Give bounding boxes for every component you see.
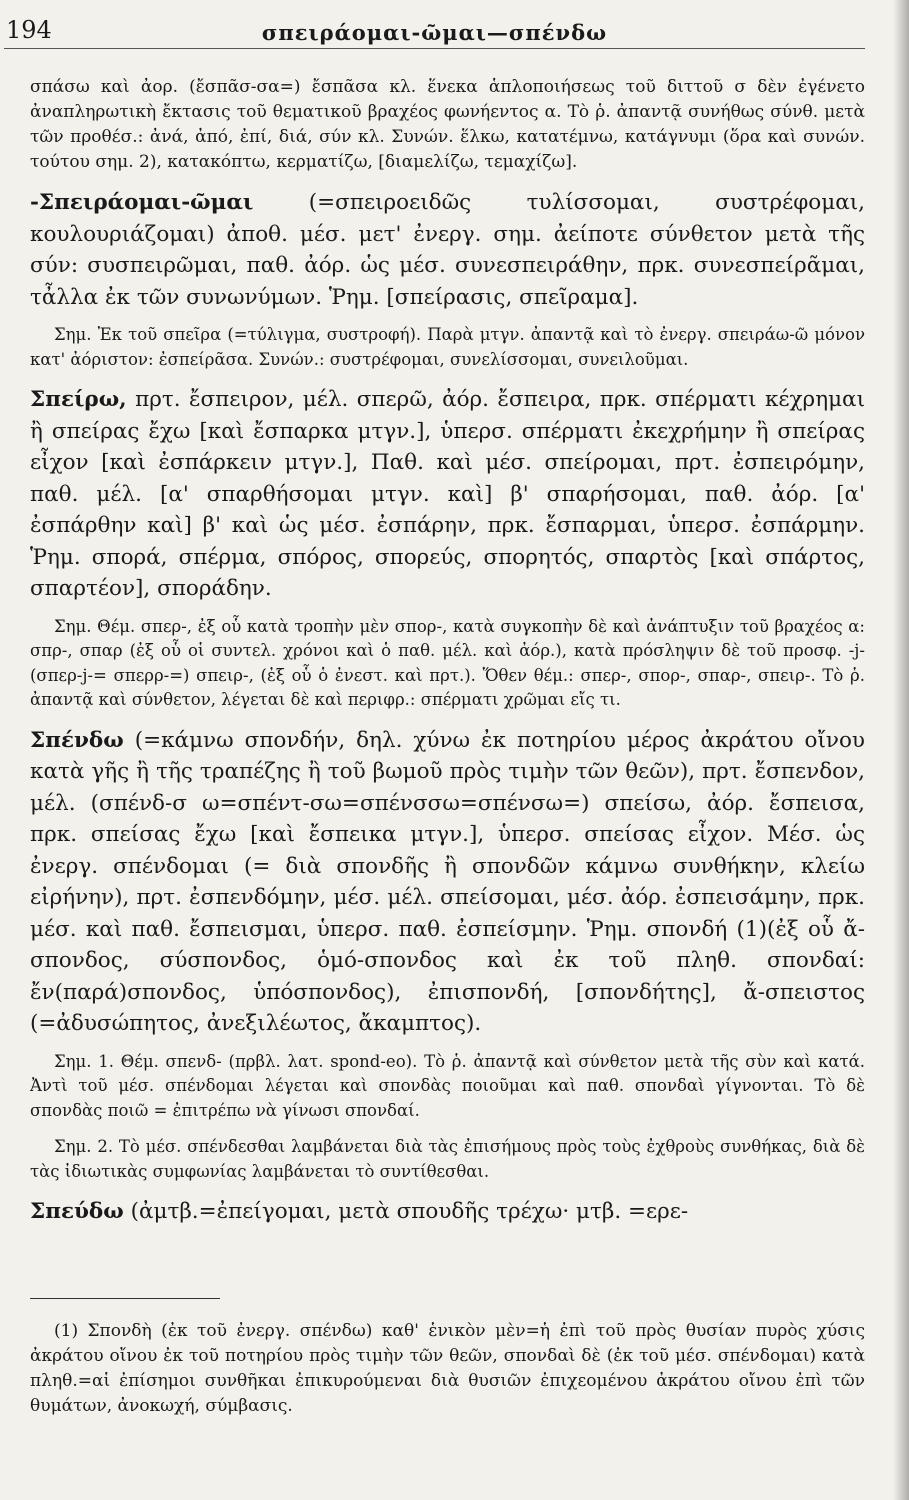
entry-spendo	[30, 725, 865, 1040]
entry-text: (ἀμτβ.=ἐπείγομαι, μετὰ σπουδῆς τρέχω· μτβ. =ερε-	[123, 1199, 689, 1224]
entry-text: (=σπειροειδῶς τυλίσσομαι, συστρέφομαι, κουλουριάζομαι) ἀποθ. μέσ. μετ' ἐνεργ. σημ. ἀείποτε σύνθετον μετὰ τῆς σύν: συσπειρῶμαι, παθ. ἀόρ. ὡς μέσ. συνεσπειράθην, πρκ. συνεσπείρᾶμαι, τἆλλα ἐκ τῶν συνωνύμων. Ῥημ. [σπείρασις, σπεῖραμα].	[30, 190, 865, 310]
entry-note-2: Σημ. 2. Τὸ μέσ. σπένδεσθαι λαμβάνεται διὰ τὰς ἐπισήμους πρὸς τοὺς ἐχθροὺς συνθήκας, διὰ δὲ τὰς ἰδιωτικὰς συμφωνίας λαμβάνεται τὸ συντίθεσθαι.	[30, 1137, 865, 1181]
page-number: 194	[6, 16, 52, 44]
entry-text: πρτ. ἔσπειρον, μέλ. σπερῶ, ἀόρ. ἔσπειρα, πρκ. σπέρματι κέχρημαι ἢ σπείρας ἔχω [καὶ ἔσπαρκα μτγν.], ὑπερσ. σπέρματι ἐκεχρήμην ἢ σπείρας εἶχον [καὶ ἐσπάρκειν μτγν.], Παθ. καὶ μέσ. σπείρομαι, πρτ. ἐσπειρόμην, παθ. μέλ. [α' σπαρθήσομαι μτγν. καὶ] β' σπαρήσομαι, παθ. ἀόρ. [α' ἐσπάρθην καὶ] β' καὶ ὡς μέσ. ἐσπάρην, πρκ. ἔσπαρμαι, ὑπερσ. ἐσπάρμην. Ῥημ. σπορά, σπέρμα, σπόρος, σπορεύς, σπορητός, σπαρτὸς [καὶ σπάρτος, σπαρτέον], σποράδην.	[30, 387, 865, 601]
entry-speiraomai	[30, 187, 865, 313]
headword: -Σπειράομαι-ῶμαι	[30, 190, 254, 215]
entry-text: (=κάμνω σπονδήν, δηλ. χύνω ἐκ ποτηρίου μέρος ἀκράτου οἴνου κατὰ γῆς ἢ τῆς τραπέζης ἢ τοῦ βωμοῦ πρὸς τιμὴν τῶν θεῶν), πρτ. ἔσπενδον, μέλ. (σπένδ-σ ω=σπέντ-σω=σπένσσω=σπένσω=) σπείσω, ἀόρ. ἔσπεισα, πρκ. σπείσας ἔχω [καὶ ἔσπεικα μτγν.], ὑπερσ. σπείσας εἶχον. Μέσ. ὡς ἐνεργ. σπένδομαι (= διὰ σπονδῆς ἢ σπονδῶν κάμνω συνθήκην, κλείω εἰρήνην), πρτ. ἐσπενδόμην, μέσ. μέλ. σπείσομαι, μέσ. ἀόρ. ἐσπεισάμην, πρκ. μέσ. καὶ παθ. ἔσπεισμαι, ὑπερσ. παθ. ἐσπείσμην. Ῥημ. σπονδή (1)(ἐξ οὗ ἄ-σπονδος, σύσπονδος, ὁμό-σπονδος καὶ ἐκ τοῦ πληθ. σπονδαί: ἔν(παρά)σπονδος, ὑπόσπονδος), ἐπισπονδή, [σπονδήτης], ἄ-σπειστος (=ἀδυσώπητος, ἀνεξιλέωτος, ἄκαμπτος).	[30, 727, 865, 1036]
page-header	[4, 14, 865, 49]
footnote: (1) Σπονδὴ (ἐκ τοῦ ἐνεργ. σπένδω) καθ' ἑνικὸν μὲν=ἡ ἐπὶ τοῦ πρὸς θυσίαν πυρὸς χύσις ἀκράτου οἴνου ἐκ τοῦ ποτηρίου πρὸς τιμὴν τῶν θεῶν, σπονδαὶ δὲ (ἐκ τοῦ μέσ. σπένδομαι) κατὰ πληθ.=αἱ ἐπίσημοι συνθῆκαι ἐπικυρούμεναι διὰ θυσιῶν ἐπιχεομένου ἀκράτου οἴνου ἐπὶ τῶν θυμάτων, ἀνοκωχή, σύμβασις.	[30, 1320, 865, 1416]
entry-speudo	[30, 1196, 865, 1228]
entry-note: Σημ. Θέμ. σπερ-, ἐξ οὗ κατὰ τροπὴν μὲν σπορ-, κατὰ συγκοπὴν δὲ καὶ ἀνάπτυξιν τοῦ βραχέος α: σπρ-, σπαρ (ἐξ οὗ οἱ συντελ. χρόνοι καὶ ὁ παθ. μέλ. καὶ ἀόρ.), κατὰ πρόσληψιν δὲ τοῦ προσφ. -j- (σπερ-j-= σπερρ-=) σπειρ-, (ἐξ οὗ ὁ ἐνεστ. καὶ πρτ.). Ὅθεν θέμ.: σπερ-, σπορ-, σπαρ-, σπειρ-. Τὸ ῥ. ἀπαντᾷ καὶ σύνθετον, λέγεται δὲ καὶ περιφρ.: σπέρματι χρῶμαι εἴς τι.	[30, 616, 865, 709]
continuation-paragraph: σπάσω καὶ ἀορ. (ἔσπᾶσ-σα=) ἔσπᾶσα κλ. ἕνεκα ἁπλοποιήσεως τοῦ διττοῦ σ δὲν ἐγένετο ἀναπληρωτικὴ ἔκτασις τοῦ θεματικοῦ βραχέος φωνήεντος α. Τὸ ῥ. ἀπαντᾷ συνήθως σύνθ. μετὰ τῶν προθέσ.: ἀνά, ἀπό, ἐπί, διά, σύν κλ. Συνών. ἕλκω, κατατέμνω, κατάγνυμι (ὅρα καὶ συνών. τούτου σημ. 2), κατακόπτω, κερματίζω, [διαμελίζω, τεμαχίζω].	[30, 77, 865, 172]
page-content	[4, 49, 865, 1419]
page-edge-shadow	[893, 0, 909, 1500]
footnote-divider	[30, 1298, 220, 1299]
running-head: σπειράομαι-ῶμαι—σπένδω	[261, 20, 608, 45]
headword: Σπεύδω	[30, 1199, 124, 1224]
headword: Σπένδω	[30, 727, 124, 753]
entry-speiro	[30, 384, 865, 605]
entry-note: Σημ. Ἐκ τοῦ σπεῖρα (=τύλιγμα, συστροφή). Παρὰ μτγν. ἀπαντᾷ καὶ τὸ ἐνεργ. σπειράω-ῶ μόνον κατ' ἀόριστον: ἐσπείρᾶσα. Συνών.: συστρέφομαι, συνελίσσομαι, συνειλοῦμαι.	[30, 325, 865, 369]
headword: Σπείρω,	[30, 387, 127, 412]
entry-note-1: Σημ. 1. Θέμ. σπενδ- (πρβλ. λατ. spond-eo). Τὸ ῥ. ἀπαντᾷ καὶ σύνθετον μετὰ τῆς σὺν καὶ κατά. Ἀντὶ τοῦ μέσ. σπένδομαι λέγεται καὶ σπονδὰς ποιοῦμαι καὶ παθ. σπονδαὶ γίγνονται. Τὸ δὲ σπονδὰς ποιῶ = ἐπιτρέπω νὰ γίνωσι σπονδαί.	[30, 1051, 865, 1120]
